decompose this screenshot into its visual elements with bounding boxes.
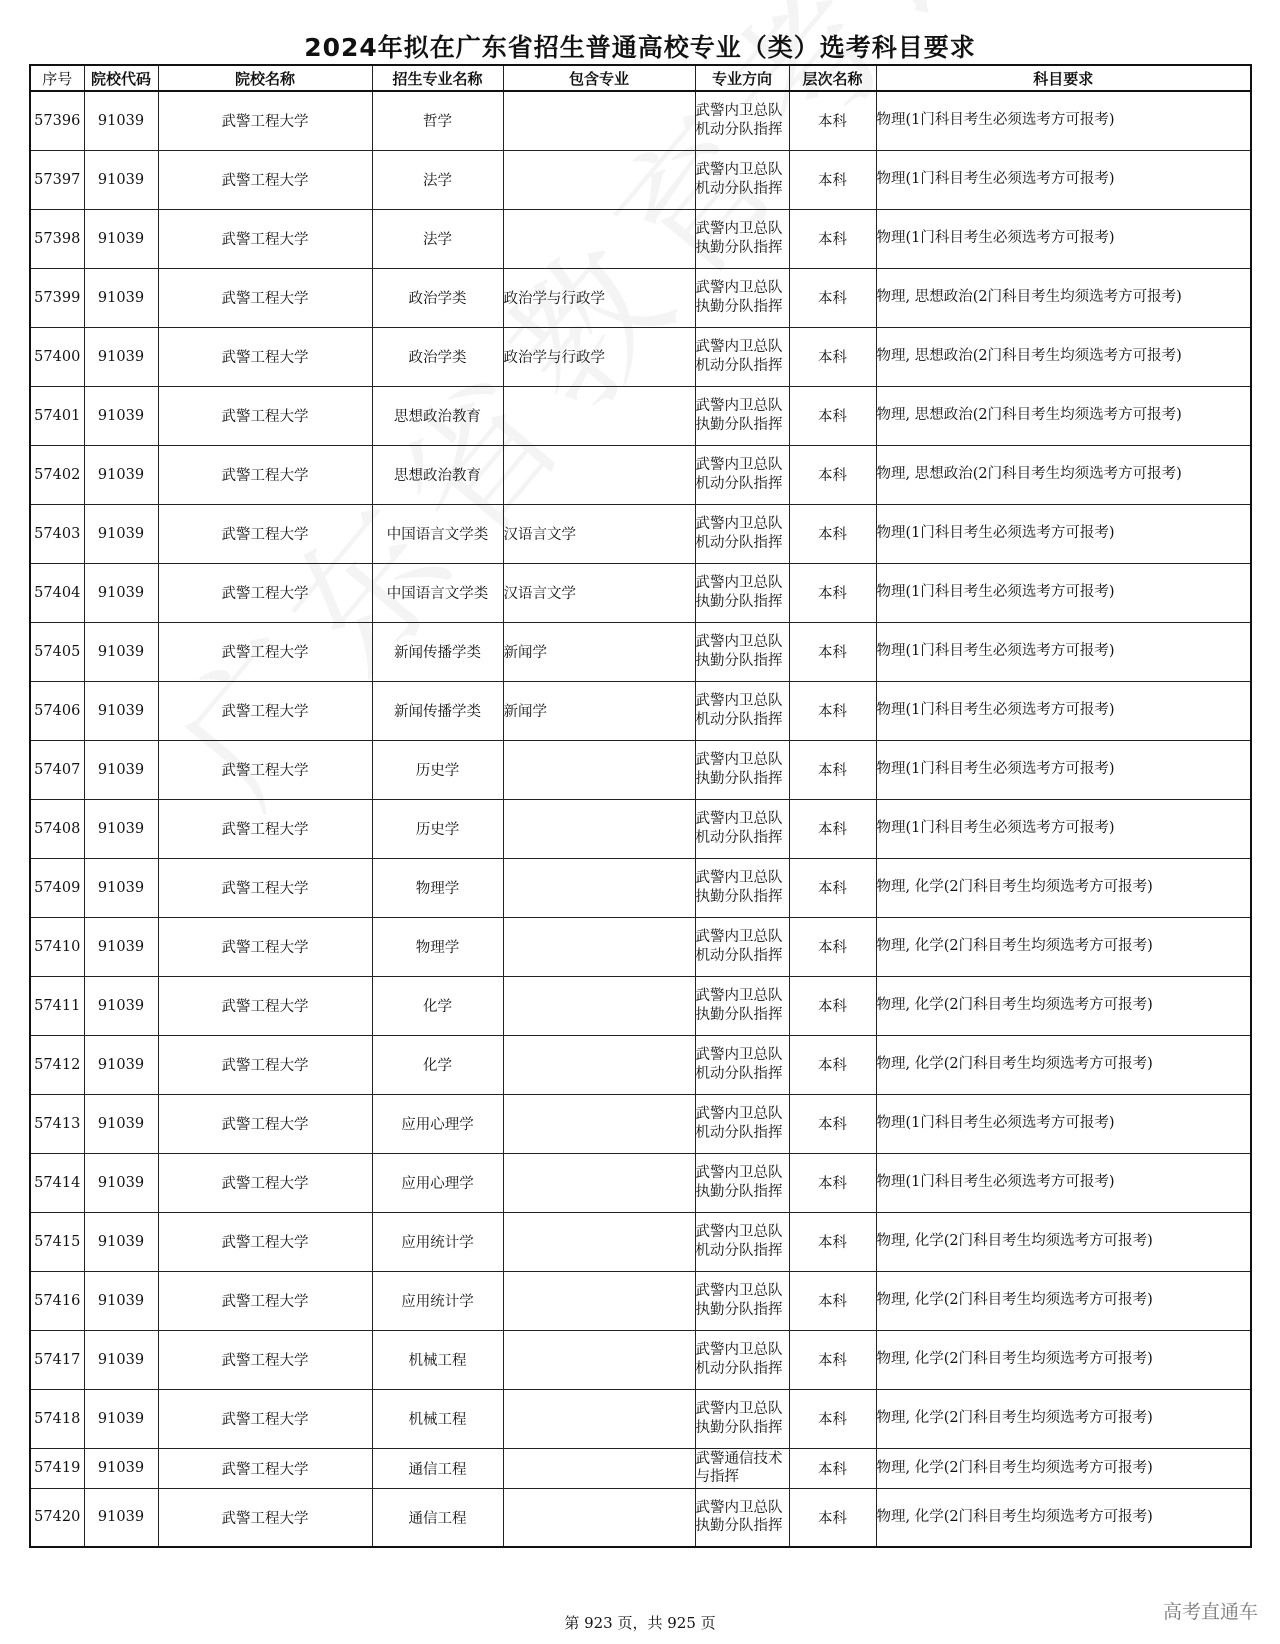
cell-code: 91039 xyxy=(84,917,158,976)
col-header: 科目要求 xyxy=(876,65,1251,91)
cell-direction: 武警内卫总队执勤分队指挥 xyxy=(695,976,789,1035)
cell-includes xyxy=(503,1153,695,1212)
cell-code: 91039 xyxy=(84,976,158,1035)
cell-code: 91039 xyxy=(84,1094,158,1153)
cell-includes: 新闻学 xyxy=(503,681,695,740)
table-row xyxy=(30,1153,1251,1212)
table-row xyxy=(30,1212,1251,1271)
cell-includes xyxy=(503,1094,695,1153)
cell-school: 武警工程大学 xyxy=(158,1153,372,1212)
cell-school: 武警工程大学 xyxy=(158,1035,372,1094)
cell-direction: 武警内卫总队机动分队指挥 xyxy=(695,799,789,858)
cell-major: 应用心理学 xyxy=(372,1153,503,1212)
col-header: 专业方向 xyxy=(695,65,789,91)
cell-direction: 武警内卫总队执勤分队指挥 xyxy=(695,209,789,268)
cell-direction: 武警内卫总队机动分队指挥 xyxy=(695,1094,789,1153)
col-header: 院校代码 xyxy=(84,65,158,91)
cell-seq: 57419 xyxy=(30,1448,84,1488)
cell-major: 哲学 xyxy=(372,91,503,150)
table-row xyxy=(30,681,1251,740)
cell-direction: 武警内卫总队执勤分队指挥 xyxy=(695,622,789,681)
cell-seq: 57409 xyxy=(30,858,84,917)
cell-school: 武警工程大学 xyxy=(158,740,372,799)
cell-requirement: 物理(1门科目考生必须选考方可报考) xyxy=(876,563,1251,622)
cell-requirement: 物理, 化学(2门科目考生均须选考方可报考) xyxy=(876,976,1251,1035)
cell-school: 武警工程大学 xyxy=(158,445,372,504)
col-header: 院校名称 xyxy=(158,65,372,91)
cell-seq: 57403 xyxy=(30,504,84,563)
cell-requirement: 物理, 化学(2门科目考生均须选考方可报考) xyxy=(876,1389,1251,1448)
cell-code: 91039 xyxy=(84,1330,158,1389)
page-title: 2024年拟在广东省招生普通高校专业（类）选考科目要求 xyxy=(304,33,976,62)
cell-code: 91039 xyxy=(84,327,158,386)
cell-direction: 武警内卫总队执勤分队指挥 xyxy=(695,386,789,445)
cell-school: 武警工程大学 xyxy=(158,622,372,681)
cell-seq: 57401 xyxy=(30,386,84,445)
cell-requirement: 物理, 化学(2门科目考生均须选考方可报考) xyxy=(876,1271,1251,1330)
cell-level: 本科 xyxy=(789,1212,876,1271)
cell-direction: 武警内卫总队机动分队指挥 xyxy=(695,445,789,504)
cell-code: 91039 xyxy=(84,1448,158,1488)
cell-requirement: 物理(1门科目考生必须选考方可报考) xyxy=(876,1094,1251,1153)
cell-major: 物理学 xyxy=(372,858,503,917)
cell-includes xyxy=(503,976,695,1035)
cell-includes xyxy=(503,150,695,209)
cell-seq: 57406 xyxy=(30,681,84,740)
cell-seq: 57397 xyxy=(30,150,84,209)
table-header-row xyxy=(30,65,1251,91)
cell-includes xyxy=(503,917,695,976)
requirements-table xyxy=(29,64,1252,1548)
cell-level: 本科 xyxy=(789,386,876,445)
cell-level: 本科 xyxy=(789,268,876,327)
cell-includes xyxy=(503,386,695,445)
cell-includes xyxy=(503,1389,695,1448)
cell-code: 91039 xyxy=(84,740,158,799)
cell-seq: 57417 xyxy=(30,1330,84,1389)
cell-includes xyxy=(503,858,695,917)
cell-level: 本科 xyxy=(789,976,876,1035)
cell-direction: 武警内卫总队执勤分队指挥 xyxy=(695,1153,789,1212)
cell-level: 本科 xyxy=(789,1094,876,1153)
cell-requirement: 物理(1门科目考生必须选考方可报考) xyxy=(876,681,1251,740)
cell-major: 通信工程 xyxy=(372,1448,503,1488)
cell-direction: 武警内卫总队执勤分队指挥 xyxy=(695,740,789,799)
cell-requirement: 物理, 化学(2门科目考生均须选考方可报考) xyxy=(876,858,1251,917)
table-row xyxy=(30,504,1251,563)
cell-code: 91039 xyxy=(84,1488,158,1547)
col-header: 包含专业 xyxy=(503,65,695,91)
cell-direction: 武警内卫总队机动分队指挥 xyxy=(695,1212,789,1271)
cell-code: 91039 xyxy=(84,209,158,268)
cell-direction: 武警内卫总队执勤分队指挥 xyxy=(695,1389,789,1448)
cell-includes: 政治学与行政学 xyxy=(503,327,695,386)
cell-school: 武警工程大学 xyxy=(158,917,372,976)
cell-requirement: 物理, 思想政治(2门科目考生均须选考方可报考) xyxy=(876,445,1251,504)
cell-major: 通信工程 xyxy=(372,1488,503,1547)
brand-logo-text: 高考直通车 xyxy=(1162,1601,1258,1623)
cell-code: 91039 xyxy=(84,799,158,858)
cell-includes xyxy=(503,1488,695,1547)
cell-seq: 57416 xyxy=(30,1271,84,1330)
cell-level: 本科 xyxy=(789,622,876,681)
cell-seq: 57414 xyxy=(30,1153,84,1212)
cell-level: 本科 xyxy=(789,740,876,799)
cell-level: 本科 xyxy=(789,799,876,858)
cell-level: 本科 xyxy=(789,504,876,563)
table-row xyxy=(30,1389,1251,1448)
cell-level: 本科 xyxy=(789,917,876,976)
table-row xyxy=(30,150,1251,209)
cell-includes: 政治学与行政学 xyxy=(503,268,695,327)
cell-level: 本科 xyxy=(789,1271,876,1330)
cell-requirement: 物理(1门科目考生必须选考方可报考) xyxy=(876,740,1251,799)
table-row xyxy=(30,386,1251,445)
table-row xyxy=(30,1035,1251,1094)
cell-code: 91039 xyxy=(84,1389,158,1448)
cell-level: 本科 xyxy=(789,1330,876,1389)
cell-requirement: 物理(1门科目考生必须选考方可报考) xyxy=(876,150,1251,209)
table-row xyxy=(30,976,1251,1035)
cell-code: 91039 xyxy=(84,1271,158,1330)
cell-level: 本科 xyxy=(789,209,876,268)
cell-school: 武警工程大学 xyxy=(158,209,372,268)
cell-code: 91039 xyxy=(84,1212,158,1271)
cell-level: 本科 xyxy=(789,858,876,917)
table-row xyxy=(30,1488,1251,1547)
cell-includes xyxy=(503,1212,695,1271)
cell-school: 武警工程大学 xyxy=(158,563,372,622)
table-row xyxy=(30,268,1251,327)
cell-level: 本科 xyxy=(789,1448,876,1488)
cell-seq: 57405 xyxy=(30,622,84,681)
cell-major: 应用统计学 xyxy=(372,1271,503,1330)
cell-school: 武警工程大学 xyxy=(158,504,372,563)
cell-school: 武警工程大学 xyxy=(158,799,372,858)
cell-includes xyxy=(503,209,695,268)
cell-school: 武警工程大学 xyxy=(158,1094,372,1153)
table-row xyxy=(30,1094,1251,1153)
cell-seq: 57404 xyxy=(30,563,84,622)
cell-includes xyxy=(503,740,695,799)
cell-seq: 57399 xyxy=(30,268,84,327)
cell-major: 法学 xyxy=(372,150,503,209)
cell-seq: 57398 xyxy=(30,209,84,268)
cell-level: 本科 xyxy=(789,563,876,622)
cell-major: 新闻传播学类 xyxy=(372,622,503,681)
table-row xyxy=(30,858,1251,917)
cell-school: 武警工程大学 xyxy=(158,681,372,740)
cell-direction: 武警内卫总队机动分队指挥 xyxy=(695,1330,789,1389)
cell-level: 本科 xyxy=(789,91,876,150)
cell-direction: 武警内卫总队机动分队指挥 xyxy=(695,327,789,386)
cell-seq: 57396 xyxy=(30,91,84,150)
cell-major: 化学 xyxy=(372,976,503,1035)
cell-direction: 武警内卫总队机动分队指挥 xyxy=(695,91,789,150)
cell-code: 91039 xyxy=(84,91,158,150)
cell-major: 历史学 xyxy=(372,799,503,858)
cell-requirement: 物理(1门科目考生必须选考方可报考) xyxy=(876,91,1251,150)
cell-level: 本科 xyxy=(789,1488,876,1547)
cell-code: 91039 xyxy=(84,1153,158,1212)
cell-major: 思想政治教育 xyxy=(372,445,503,504)
cell-seq: 57410 xyxy=(30,917,84,976)
cell-school: 武警工程大学 xyxy=(158,268,372,327)
cell-level: 本科 xyxy=(789,1035,876,1094)
cell-requirement: 物理(1门科目考生必须选考方可报考) xyxy=(876,209,1251,268)
cell-level: 本科 xyxy=(789,1389,876,1448)
cell-school: 武警工程大学 xyxy=(158,1330,372,1389)
cell-major: 应用统计学 xyxy=(372,1212,503,1271)
cell-includes xyxy=(503,1035,695,1094)
cell-major: 中国语言文学类 xyxy=(372,504,503,563)
cell-school: 武警工程大学 xyxy=(158,1389,372,1448)
cell-requirement: 物理(1门科目考生必须选考方可报考) xyxy=(876,504,1251,563)
cell-direction: 武警内卫总队机动分队指挥 xyxy=(695,1035,789,1094)
table-row xyxy=(30,209,1251,268)
cell-seq: 57413 xyxy=(30,1094,84,1153)
cell-direction: 武警内卫总队机动分队指挥 xyxy=(695,681,789,740)
cell-code: 91039 xyxy=(84,563,158,622)
cell-level: 本科 xyxy=(789,327,876,386)
page-number: 第 923 页，共 925 页 xyxy=(564,1614,716,1632)
cell-direction: 武警通信技术与指挥 xyxy=(695,1448,789,1488)
cell-requirement: 物理, 化学(2门科目考生均须选考方可报考) xyxy=(876,1448,1251,1488)
cell-direction: 武警内卫总队执勤分队指挥 xyxy=(695,1271,789,1330)
col-header: 层次名称 xyxy=(789,65,876,91)
cell-school: 武警工程大学 xyxy=(158,1212,372,1271)
cell-direction: 武警内卫总队机动分队指挥 xyxy=(695,150,789,209)
cell-code: 91039 xyxy=(84,622,158,681)
cell-code: 91039 xyxy=(84,1035,158,1094)
cell-major: 历史学 xyxy=(372,740,503,799)
cell-school: 武警工程大学 xyxy=(158,1271,372,1330)
table-row xyxy=(30,1271,1251,1330)
table-row xyxy=(30,327,1251,386)
cell-includes xyxy=(503,1330,695,1389)
cell-direction: 武警内卫总队执勤分队指挥 xyxy=(695,858,789,917)
table-row xyxy=(30,1448,1251,1488)
cell-seq: 57420 xyxy=(30,1488,84,1547)
cell-level: 本科 xyxy=(789,1153,876,1212)
cell-major: 新闻传播学类 xyxy=(372,681,503,740)
cell-requirement: 物理, 化学(2门科目考生均须选考方可报考) xyxy=(876,1330,1251,1389)
cell-major: 中国语言文学类 xyxy=(372,563,503,622)
cell-seq: 57411 xyxy=(30,976,84,1035)
cell-includes: 汉语言文学 xyxy=(503,504,695,563)
cell-includes xyxy=(503,799,695,858)
cell-school: 武警工程大学 xyxy=(158,327,372,386)
cell-school: 武警工程大学 xyxy=(158,386,372,445)
cell-major: 政治学类 xyxy=(372,268,503,327)
cell-code: 91039 xyxy=(84,681,158,740)
cell-major: 法学 xyxy=(372,209,503,268)
cell-major: 思想政治教育 xyxy=(372,386,503,445)
cell-seq: 57402 xyxy=(30,445,84,504)
cell-direction: 武警内卫总队执勤分队指挥 xyxy=(695,563,789,622)
table-row xyxy=(30,917,1251,976)
cell-includes xyxy=(503,91,695,150)
cell-includes: 汉语言文学 xyxy=(503,563,695,622)
cell-code: 91039 xyxy=(84,858,158,917)
cell-major: 化学 xyxy=(372,1035,503,1094)
cell-seq: 57415 xyxy=(30,1212,84,1271)
cell-level: 本科 xyxy=(789,681,876,740)
cell-requirement: 物理, 化学(2门科目考生均须选考方可报考) xyxy=(876,1488,1251,1547)
cell-seq: 57400 xyxy=(30,327,84,386)
cell-requirement: 物理(1门科目考生必须选考方可报考) xyxy=(876,622,1251,681)
cell-major: 机械工程 xyxy=(372,1389,503,1448)
cell-code: 91039 xyxy=(84,445,158,504)
cell-requirement: 物理(1门科目考生必须选考方可报考) xyxy=(876,1153,1251,1212)
cell-requirement: 物理, 思想政治(2门科目考生均须选考方可报考) xyxy=(876,386,1251,445)
cell-seq: 57418 xyxy=(30,1389,84,1448)
table-row xyxy=(30,91,1251,150)
cell-requirement: 物理, 思想政治(2门科目考生均须选考方可报考) xyxy=(876,327,1251,386)
cell-includes: 新闻学 xyxy=(503,622,695,681)
cell-code: 91039 xyxy=(84,504,158,563)
cell-includes xyxy=(503,445,695,504)
table-row xyxy=(30,622,1251,681)
cell-code: 91039 xyxy=(84,386,158,445)
cell-seq: 57407 xyxy=(30,740,84,799)
cell-school: 武警工程大学 xyxy=(158,1488,372,1547)
table-row xyxy=(30,1330,1251,1389)
cell-direction: 武警内卫总队执勤分队指挥 xyxy=(695,268,789,327)
table-row xyxy=(30,799,1251,858)
cell-requirement: 物理, 化学(2门科目考生均须选考方可报考) xyxy=(876,917,1251,976)
cell-requirement: 物理(1门科目考生必须选考方可报考) xyxy=(876,799,1251,858)
cell-direction: 武警内卫总队机动分队指挥 xyxy=(695,504,789,563)
cell-code: 91039 xyxy=(84,150,158,209)
cell-direction: 武警内卫总队机动分队指挥 xyxy=(695,917,789,976)
cell-major: 物理学 xyxy=(372,917,503,976)
cell-level: 本科 xyxy=(789,150,876,209)
cell-major: 机械工程 xyxy=(372,1330,503,1389)
cell-school: 武警工程大学 xyxy=(158,976,372,1035)
cell-major: 政治学类 xyxy=(372,327,503,386)
cell-includes xyxy=(503,1448,695,1488)
table-row xyxy=(30,563,1251,622)
cell-school: 武警工程大学 xyxy=(158,858,372,917)
cell-code: 91039 xyxy=(84,268,158,327)
cell-seq: 57412 xyxy=(30,1035,84,1094)
col-header: 招生专业名称 xyxy=(372,65,503,91)
cell-school: 武警工程大学 xyxy=(158,91,372,150)
cell-level: 本科 xyxy=(789,445,876,504)
table-row xyxy=(30,740,1251,799)
cell-includes xyxy=(503,1271,695,1330)
cell-direction: 武警内卫总队执勤分队指挥 xyxy=(695,1488,789,1547)
cell-school: 武警工程大学 xyxy=(158,1448,372,1488)
table-row xyxy=(30,445,1251,504)
cell-major: 应用心理学 xyxy=(372,1094,503,1153)
cell-seq: 57408 xyxy=(30,799,84,858)
cell-requirement: 物理, 化学(2门科目考生均须选考方可报考) xyxy=(876,1035,1251,1094)
col-header: 序号 xyxy=(30,65,84,91)
cell-requirement: 物理, 思想政治(2门科目考生均须选考方可报考) xyxy=(876,268,1251,327)
cell-school: 武警工程大学 xyxy=(158,150,372,209)
cell-requirement: 物理, 化学(2门科目考生均须选考方可报考) xyxy=(876,1212,1251,1271)
